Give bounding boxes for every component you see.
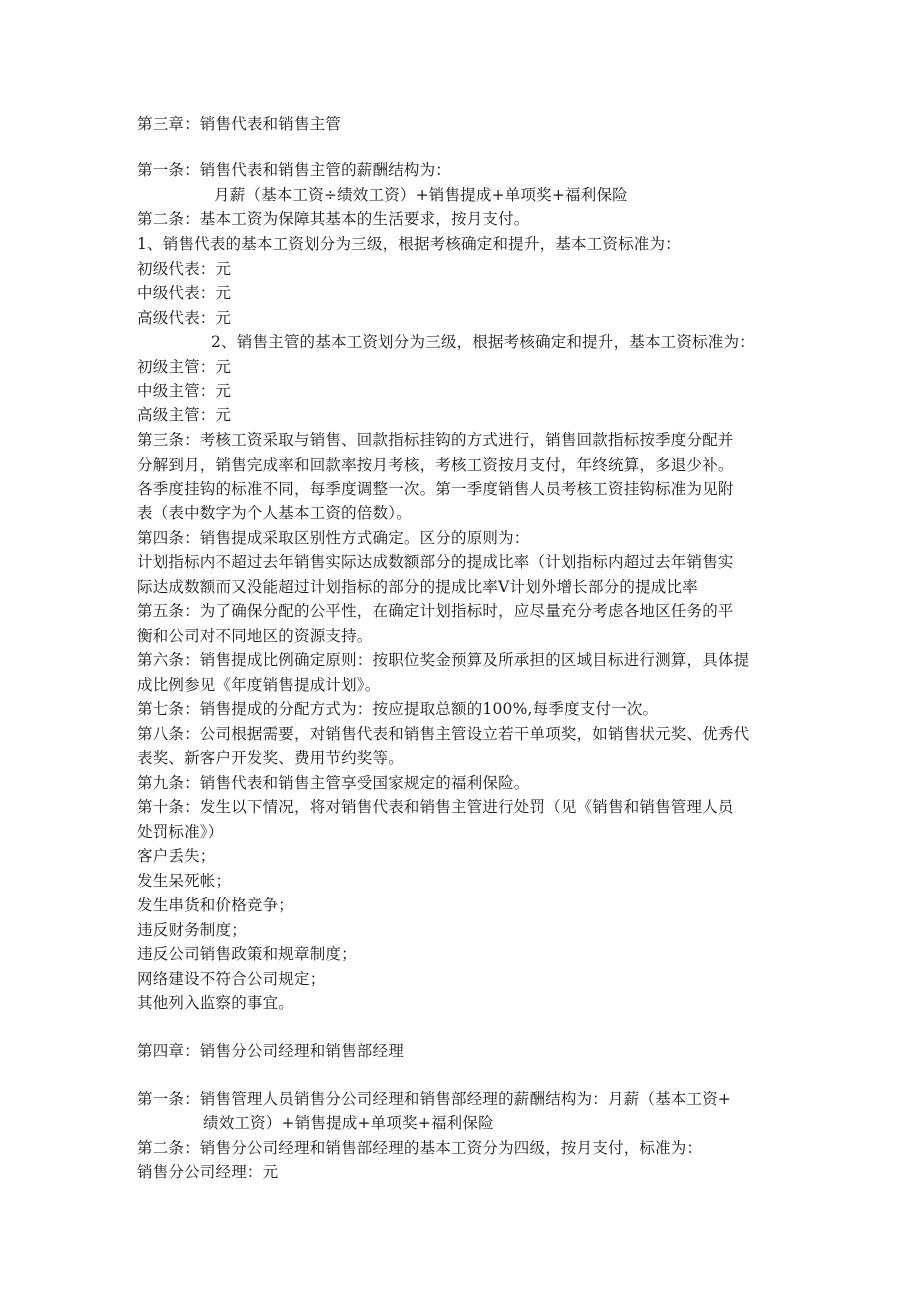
text-line: 第二条：销售分公司经理和销售部经理的基本工资分为四级，按月支付，标准为： xyxy=(137,1139,703,1157)
text-line: 高级代表：元 xyxy=(137,309,232,327)
text-line: 第五条：为了确保分配的公平性，在确定计划指标时，应尽量充分考虑各地区任务的平 xyxy=(137,602,734,620)
chapter-4-heading: 第四章：销售分公司经理和销售部经理 xyxy=(137,1042,404,1060)
text-line: 计划指标内不超过去年销售实际达成数额部分的提成比率（计划指标内超过去年销售实 xyxy=(137,553,734,571)
text-line: 2、销售主管的基本工资划分为三级，根据考核确定和提升，基本工资标准为： xyxy=(211,333,755,351)
text-line: 表（表中数字为个人基本工资的倍数）。 xyxy=(137,504,412,522)
text-line: 第六条：销售提成比例确定原则：按职位奖金预算及所承担的区域目标进行测算，具体提 xyxy=(137,651,750,669)
text-line: 第十条：发生以下情况，将对销售代表和销售主管进行处罚（见《销售和销售管理人员 xyxy=(137,798,734,816)
text-line: 第一条：销售代表和销售主管的薪酬结构为： xyxy=(137,161,452,179)
text-line: 初级主管：元 xyxy=(137,358,232,376)
list-item: 违反财务制度； xyxy=(137,921,247,939)
text-line: 处罚标准》） xyxy=(137,823,224,841)
text-line: 中级代表：元 xyxy=(137,284,232,302)
list-item: 其他列入监察的事宜。 xyxy=(137,994,295,1012)
text-line: 各季度挂钩的标准不同，每季度调整一次。第一季度销售人员考核工资挂钩标准为见附 xyxy=(137,480,734,498)
text-line: 第三条：考核工资采取与销售、回款指标挂钩的方式进行，销售回款指标按季度分配并 xyxy=(137,431,734,449)
list-item: 发生串货和价格竞争； xyxy=(137,896,295,914)
text-line: 第四条：销售提成采取区别性方式确定。区分的原则为： xyxy=(137,529,530,547)
text-line: 中级主管：元 xyxy=(137,382,232,400)
text-line: 第一条：销售管理人员销售分公司经理和销售部经理的薪酬结构为：月薪（基本工资+ xyxy=(137,1090,732,1108)
text-line: 第七条：销售提成的分配方式为：按应提取总额的100%,每季度支付一次。 xyxy=(137,700,659,718)
text-line: 月薪（基本工资÷绩效工资）+销售提成+单项奖+福利保险 xyxy=(214,186,628,204)
text-line: 绩效工资）+销售提成+单项奖+福利保险 xyxy=(203,1114,494,1132)
text-line: 第八条：公司根据需要，对销售代表和销售主管设立若干单项奖，如销售状元奖、优秀代 xyxy=(137,725,750,743)
text-line: 高级主管：元 xyxy=(137,406,232,424)
text-line: 1、销售代表的基本工资划分为三级，根据考核确定和提升，基本工资标准为： xyxy=(137,235,681,253)
list-item: 客户丢失； xyxy=(137,847,216,865)
text-line: 衡和公司对不同地区的资源支持。 xyxy=(137,627,373,645)
text-line: 成比例参见《年度销售提成计划》。 xyxy=(137,676,381,694)
text-line: 际达成数额而又没能超过计划指标的部分的提成比率Ⅴ计划外增长部分的提成比率 xyxy=(137,578,698,596)
text-line: 第二条：基本工资为保障其基本的生活要求，按月支付。 xyxy=(137,210,530,228)
text-line: 分解到月，销售完成率和回款率按月考核，考核工资按月支付，年终统算，多退少补。 xyxy=(137,456,734,474)
text-line: 表奖、新客户开发奖、费用节约奖等。 xyxy=(137,749,404,767)
list-item: 发生呆死帐； xyxy=(137,872,232,890)
chapter-3-heading: 第三章：销售代表和销售主管 xyxy=(137,115,342,133)
list-item: 违反公司销售政策和规章制度； xyxy=(137,945,357,963)
text-line: 初级代表：元 xyxy=(137,260,232,278)
list-item: 网络建设不符合公司规定； xyxy=(137,970,326,988)
text-line: 第九条：销售代表和销售主管享受国家规定的福利保险。 xyxy=(137,774,530,792)
text-line: 销售分公司经理：元 xyxy=(137,1163,279,1181)
